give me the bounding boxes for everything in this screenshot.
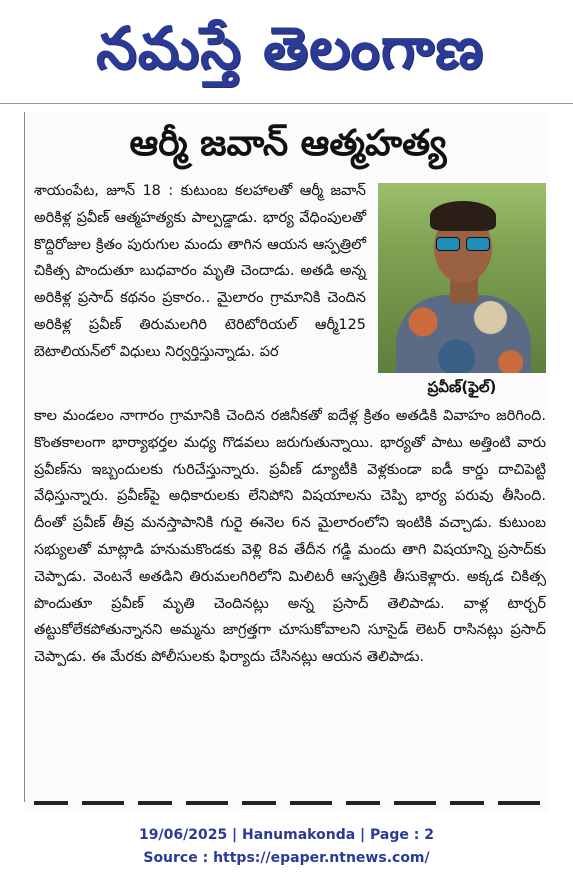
edition-info: 19/06/2025 | Hanumakonda | Page : 2 [139,827,434,843]
column-divider [24,112,25,802]
truncated-next-article [34,798,546,808]
sunglasses [436,237,490,249]
masthead-divider [0,103,573,104]
person-photo [378,183,546,373]
article-body-first: శాయంపేట, జూన్ 18 : కుటుంబ కలహాలతో ఆర్మీ జవాన్ అరికిళ్ల ప్రవీణ్ ఆత్మహత్యకు పాల్పడ్డాడు. భార్య వేధింపులతో కొద్దిరోజుల క్రితం పురుగుల మందు తాగిన ఆయన ఆస్పత్రిలో చికిత్స పొందుతూ బుధవారం మృతి చెందాడు. అతడి అన్న అరికిళ్ల ప్రసాద్ కథనం ప్రకారం.. మైలారం గ్రామానికి చెందిన అరికిళ్ల ప్రవీణ్ తిరుమలగిరి టెరిటోరియల్ ఆర్మీ125 బెటాలియన్‌లో విధులు నిర్వర్తిస్తున్నాడు. పర [34,183,366,360]
camouflage-shirt [396,295,531,373]
masthead [0,0,573,104]
source-link[interactable]: Source : https://epaper.ntnews.com/ [143,850,430,866]
photo-caption: ప్రవీణ్(ఫైల్) [427,378,497,396]
newspaper-logo: నమస్తే తెలంగాణ [96,14,484,82]
article-headline: ఆర్మీ జవాన్ ఆత్మహత్య [129,123,447,164]
article-body-continued: కాల మండలం నాగారం గ్రామానికి చెందిన రజినీకతో ఐదేళ్ల క్రితం అతడికి వివాహం జరిగింది. కొంతకాలంగా భార్యాభర్తల మధ్య గొడవలు జరుగుతున్నాయి. భార్యతో పాటు అత్తింటి వారు ప్రవీణ్‌ను ఇబ్బందులకు గురిచేస్తున్నారు. ప్రవీణ్ డ్యూటీకి వెళ్లకుండా ఐడీ కార్డు దాచిపెట్టి వేధిస్తున్నారు. ప్రవీణ్‌పై అధికారులకు లేనిపోని విషయాలను చెప్పి భార్య పరువు తీసింది. దీంతో ప్రవీణ్ తీవ్ర మనస్తాపానికి గురై ఈనెల 6న మైలారంలోని ఇంటికి వచ్చాడు. కుటుంబ సభ్యులతో మాట్లాడి హనుమకొండకు వెళ్లి 8వ తేదీన గడ్డి మందు తాగి విషయాన్ని ప్రసాద్‌కు చెప్పాడు. వెంటనే అతడిని తిరుమలగిరిలోని మిలిటరీ ఆస్పత్రికి తీసుకెళ్లారు. అక్కడ చికిత్స పొందుతూ ప్రవీణ్ మృతి చెందినట్లు అన్న ప్రసాద్ తెలిపాడు. వాళ్ల టార్చర్ తట్టుకోలేకపోతున్నానని అమ్మను జాగ్రత్తగా చూసుకోవాలని సూసైడ్ లెటర్ రాసినట్లు ప్రసాద్ చెప్పాడు. ఈ మేరకు పోలీసులకు ఫిర్యాదు చేసినట్లు ఆయన తెలిపాడు. [34,408,546,666]
